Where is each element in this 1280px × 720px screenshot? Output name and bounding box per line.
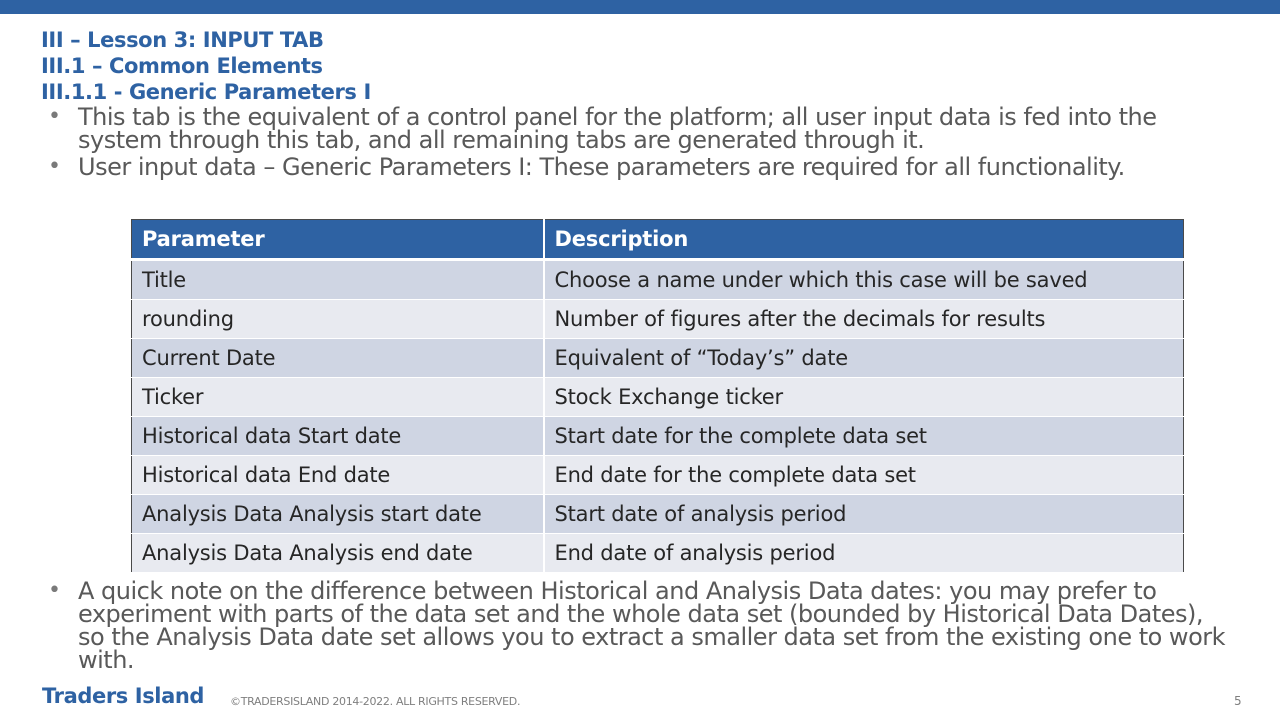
description-cell: Equivalent of “Today’s” date xyxy=(544,339,1184,378)
bullet-dot-icon: • xyxy=(48,578,61,603)
brand-logo-text: Traders Island xyxy=(42,684,205,708)
slide-headings xyxy=(41,27,371,105)
parameters-table xyxy=(131,219,1184,573)
table-header-row xyxy=(132,220,1184,260)
table-row xyxy=(132,534,1184,573)
parameter-cell: Analysis Data Analysis start date xyxy=(132,495,544,534)
section-title: III.1 – Common Elements xyxy=(41,54,323,78)
intro-bullet-list xyxy=(48,103,1228,183)
copyright-notice: ©TRADERSISLAND 2014-2022. ALL RIGHTS RESERVED. xyxy=(230,695,521,708)
lesson-title: III – Lesson 3: INPUT TAB xyxy=(41,28,324,52)
note-bullet-list xyxy=(48,577,1228,676)
description-cell: Start date of analysis period xyxy=(544,495,1184,534)
page-number: 5 xyxy=(1234,694,1242,708)
bullet-item xyxy=(48,153,1228,181)
top-accent-bar xyxy=(0,0,1280,14)
table-row xyxy=(132,495,1184,534)
table-row xyxy=(132,260,1184,300)
parameter-cell: Historical data Start date xyxy=(132,417,544,456)
description-cell: Number of figures after the decimals for results xyxy=(544,300,1184,339)
parameter-cell: Ticker xyxy=(132,378,544,417)
parameter-cell: Current Date xyxy=(132,339,544,378)
column-header-description: Description xyxy=(544,220,1184,260)
table-row xyxy=(132,378,1184,417)
description-cell: Choose a name under which this case will be saved xyxy=(544,260,1184,300)
description-cell: End date for the complete data set xyxy=(544,456,1184,495)
column-header-parameter: Parameter xyxy=(132,220,544,260)
parameter-cell: rounding xyxy=(132,300,544,339)
bullet-item xyxy=(48,577,1228,674)
bullet-dot-icon: • xyxy=(48,104,61,129)
bullet-text: User input data – Generic Parameters I: These parameters are required for all functionality. xyxy=(78,153,1125,181)
bullet-item xyxy=(48,103,1228,154)
parameter-cell: Analysis Data Analysis end date xyxy=(132,534,544,573)
bullet-text: This tab is the equivalent of a control panel for the platform; all user input data is fed into the system through this tab, and all remaining tabs are generated through it. xyxy=(78,103,1157,154)
table-row xyxy=(132,456,1184,495)
subsection-title: III.1.1 - Generic Parameters I xyxy=(41,80,371,104)
table-row xyxy=(132,339,1184,378)
description-cell: Stock Exchange ticker xyxy=(544,378,1184,417)
table-row xyxy=(132,300,1184,339)
bullet-dot-icon: • xyxy=(48,154,61,179)
parameter-cell: Title xyxy=(132,260,544,300)
bullet-text: A quick note on the difference between Historical and Analysis Data dates: you may prefer to experiment with parts of the data set and the whole data set (bounded by Historical Data Dates), so the Analysis Data date set allows you to extract a smaller data set from the existing one to work with. xyxy=(78,577,1226,674)
description-cell: End date of analysis period xyxy=(544,534,1184,573)
description-cell: Start date for the complete data set xyxy=(544,417,1184,456)
table-row xyxy=(132,417,1184,456)
parameter-cell: Historical data End date xyxy=(132,456,544,495)
